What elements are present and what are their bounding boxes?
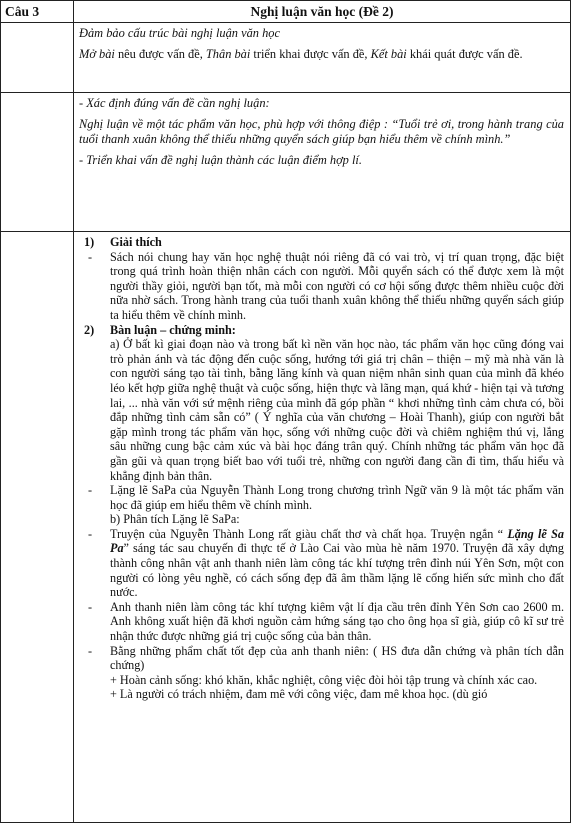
issue-row bbox=[1, 93, 571, 232]
paragraph-responsibility: + Là người có trách nhiệm, đam mê với công việc, đam mê khoa học. (dù gió bbox=[110, 687, 488, 702]
paragraph-character: - Anh thanh niên làm công tác khí tượng kiêm vật lí địa cầu trên đỉnh Yên Sơn cao 2600 m. Anh không xuất hiện đã khơi nguồn cảm hứng sáng tạo cho ông họa sĩ già, giúp cô kĩ sư trẻ nhận thức được những giá trị cuộc sống của bản thân. bbox=[84, 600, 564, 644]
structure-text: Mở bài nêu được vấn đề, Thân bài triển khai được vấn đề, Kết bài khái quát được vấn đề. bbox=[79, 47, 523, 61]
issue-cell bbox=[74, 93, 571, 232]
issue-heading: - Xác định đúng vấn đề cần nghị luận: bbox=[79, 96, 270, 110]
empty-cell bbox=[1, 93, 74, 232]
heading-explain: 1) Giải thích bbox=[84, 235, 162, 249]
question-label: Câu 3 bbox=[1, 1, 74, 23]
paragraph-discuss-a: a) Ở bất kì giai đoạn nào và trong bất kì nền văn học nào, tác phẩm văn học cũng đóng vai trò phản ánh và tác động đến cuộc sống, hướng tới giá trị chân – thiện – mỹ mà nhà văn là con người sáng tạo tài tình, bằng lăng kính và quan niệm nhân sinh quan của mình đã khéo léo kết hợp giữa nghệ thuật và cuộc sống, hiện thực và lãng mạn, quá khứ - hiện tại và tương lai, ... nhà văn với sứ mệnh riêng của mình đã góp phần “ khơi những tình cảm chưa có, bồi đắp những tình cảm sẵn có” ( Ý nghĩa của văn chương – Hoài Thanh), giúp con người bắt gặp mình trong tác phẩm văn học, sống với những cuộc đời và chiêm nghiệm thú vị, lắng sâu những cung bậc cảm xúc và bài học đáng trân quý. Chính những tác phẩm văn học đã gần gũi và quan trọng biết bao với tuổi trẻ, những con người đang cần đi tìm, thấu hiểu và khẳng định bản thân. bbox=[110, 337, 564, 483]
paragraph-qualities: - Bằng những phẩm chất tốt đẹp của anh thanh niên: ( HS đưa dẫn chứng và phân tích dẫn chứng) bbox=[84, 644, 564, 673]
heading-discuss: 2) Bàn luận – chứng minh: bbox=[84, 322, 236, 337]
structure-heading: Đảm bảo cấu trúc bài nghị luận văn học bbox=[79, 26, 280, 40]
paragraph-explain: - Sách nói chung hay văn học nghệ thuật nói riêng đã có vai trò, vị trí quan trọng, đặc biệt trong quá trình hoàn thiện nhân cách con người. Mỗi quyển sách có thể được xem là một người thầy giỏi, người bạn tốt, mà mỗi con người có cơ hội sống được thêm nhiều cuộc đời nữa nhờ sách. Trong hành trang của tuổi thanh xuân không thể thiếu những quyển sách giúp ta hiểu thêm về chính mình. bbox=[84, 250, 564, 323]
paragraph-discuss-b: b) Phân tích Lặng lẽ SaPa: bbox=[110, 512, 240, 527]
empty-cell bbox=[1, 232, 74, 823]
section-title: Nghị luận văn học (Đề 2) bbox=[74, 1, 571, 23]
structure-row bbox=[1, 23, 571, 93]
body-row bbox=[1, 232, 571, 823]
paragraph-work-intro: - Lặng lẽ SaPa của Nguyễn Thành Long trong chương trình Ngữ văn 9 là một tác phẩm văn học đã giúp em hiểu thêm về chính mình. bbox=[84, 483, 564, 512]
paragraph-story-intro: - Truyện của Nguyễn Thành Long rất giàu chất thơ và chất họa. Truyện ngắn “ Lặng lẽ Sa Pa” sáng tác sau chuyến đi thực tế ở Lào Cai vào mùa hè năm 1970. Truyện đã xây dựng thành công nhân vật anh thanh niên làm công tác khí tượng trên đỉnh núi Yên Sơn, một con người có lòng yêu nghề, có cách sống đẹp đã âm thầm lặng lẽ cống hiến sức mình cho đất nước. bbox=[84, 527, 564, 600]
body-cell bbox=[74, 232, 571, 823]
table-header-row bbox=[1, 1, 571, 23]
issue-develop: - Triển khai vấn đề nghị luận thành các luận điểm hợp lí. bbox=[79, 153, 362, 167]
paragraph-circumstance: + Hoàn cảnh sống: khó khăn, khắc nghiệt, công việc đòi hỏi tập trung và chính xác cao. bbox=[110, 672, 538, 687]
structure-cell bbox=[74, 23, 571, 93]
empty-cell bbox=[1, 23, 74, 93]
issue-statement: Nghị luận về một tác phẩm văn học, phù hợp với thông điệp : “Tuổi trẻ ơi, trong hành trang của tuổi thanh xuân không thể thiếu những quyển sách giúp bạn hiểu thêm về chính mình.” bbox=[79, 117, 564, 146]
